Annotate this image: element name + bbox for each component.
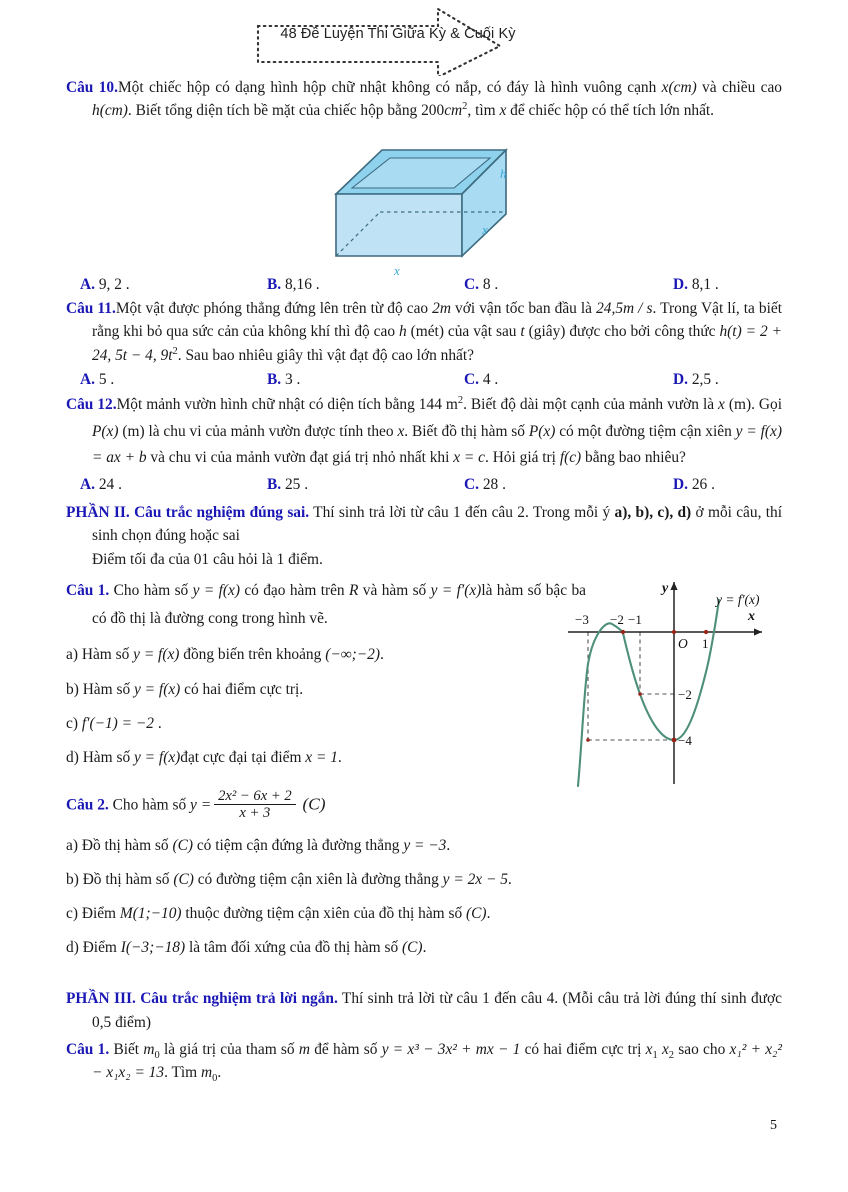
option-a-letter: A. bbox=[80, 275, 95, 293]
question-10-unit-cm2: cm bbox=[444, 102, 463, 120]
question-12-exp-2: 2 bbox=[457, 395, 464, 407]
part2-q1-statement-a bbox=[66, 643, 584, 666]
question-12-text-6: có một đường tiệm cận xiên bbox=[555, 422, 736, 440]
option-b[interactable] bbox=[259, 368, 446, 391]
option-b-value: 3 . bbox=[284, 371, 301, 389]
option-a-value: 5 . bbox=[98, 371, 115, 389]
part2-q1-statement-d bbox=[66, 746, 584, 769]
stmt-math-2: (−∞;−2) bbox=[325, 646, 381, 664]
option-d-value: 26 . bbox=[691, 475, 715, 493]
stmt-text-1: Điểm bbox=[82, 938, 121, 956]
question-12-asymptote: y = f(x) = ax + b bbox=[92, 422, 782, 467]
option-d-letter: D. bbox=[673, 275, 688, 293]
question-12-text-3: (m). Gọi bbox=[724, 396, 782, 414]
part2-q2-label: Câu 2. bbox=[66, 796, 109, 814]
part3-q1-x2: x bbox=[661, 1040, 669, 1058]
part2-question-1 bbox=[66, 577, 586, 632]
stmt-key: c) bbox=[66, 904, 78, 922]
stmt-text-2: đạt cực đại tại điểm bbox=[180, 748, 306, 766]
question-11-label: Câu 11. bbox=[66, 299, 116, 317]
question-10 bbox=[66, 76, 782, 123]
part3-question-1 bbox=[66, 1038, 782, 1085]
option-b-letter: B. bbox=[267, 371, 282, 389]
stmt-text-2: có tiệm cận đứng là đường thẳng bbox=[193, 836, 404, 854]
stmt-text-3: . bbox=[446, 836, 451, 854]
part3-q1-text-3: để hàm số bbox=[309, 1040, 382, 1058]
question-12-options bbox=[66, 473, 782, 496]
question-10-var-h: h bbox=[92, 102, 100, 120]
part3-q1-m0-2-sub: 0 bbox=[212, 1073, 218, 1085]
stmt-text-1: Hàm số bbox=[81, 646, 134, 664]
part2-q1-text-1: Cho hàm số bbox=[113, 582, 193, 600]
option-b[interactable] bbox=[259, 273, 446, 296]
graph-xtick-neg2: −2 bbox=[610, 612, 624, 627]
stmt-text-1: Hàm số bbox=[82, 680, 134, 698]
graph-curve-label: y = f′(x) bbox=[716, 592, 760, 607]
question-10-options bbox=[66, 273, 782, 296]
part3-q1-cond: x₁² + x₂² − x₁x₂ = 13 bbox=[92, 1040, 783, 1082]
part2-q2-fraction bbox=[214, 788, 296, 822]
option-c-letter: C. bbox=[464, 371, 479, 389]
option-d-value: 2,5 . bbox=[691, 371, 719, 389]
part3-q1-text-1: Biết bbox=[113, 1040, 144, 1058]
option-c-value: 8 . bbox=[482, 275, 499, 293]
part2-q1-text-2: có đạo hàm trên bbox=[239, 582, 350, 600]
stmt-text-3: . bbox=[337, 748, 342, 766]
question-11-var-t: t bbox=[520, 323, 525, 341]
option-d-value: 8,1 . bbox=[691, 275, 719, 293]
question-12-text-9: bằng bao nhiêu? bbox=[581, 449, 686, 467]
option-c-value: 28 . bbox=[482, 475, 506, 493]
part3-heading-rest: Thí sinh trả lời từ câu 1 đến câu 4. (Mỗi câu trả lời đúng thí sinh được 0,5 điểm) bbox=[92, 990, 782, 1031]
question-11 bbox=[66, 297, 782, 367]
part2-q1-statement-b bbox=[66, 678, 584, 701]
stmt-key: c) bbox=[66, 714, 78, 732]
fraction-numerator: 2x² − 6x + 2 bbox=[218, 787, 292, 804]
question-11-formula: h(t) = 2 + 24, 5t − 4, 9t bbox=[92, 323, 782, 364]
option-d-letter: D. bbox=[673, 475, 688, 493]
option-d[interactable] bbox=[643, 273, 848, 296]
part3-heading bbox=[66, 987, 782, 1034]
question-12-text-2: . Biết độ dài một cạnh của mảnh vườn là bbox=[463, 396, 719, 414]
option-b-letter: B. bbox=[267, 475, 282, 493]
graph-xtick-1: 1 bbox=[702, 636, 709, 651]
question-11-text-5: (giây) được cho bởi công thức bbox=[524, 323, 720, 341]
stmt-math-1: y = f(x) bbox=[134, 748, 181, 766]
option-b-value: 25 . bbox=[284, 475, 309, 493]
header-banner bbox=[250, 4, 640, 76]
stmt-math-2: y = 2x − 5 bbox=[442, 870, 508, 888]
part3-q1-m: m bbox=[298, 1040, 310, 1058]
option-a-letter: A. bbox=[80, 371, 95, 389]
stmt-math-1: y = f(x) bbox=[133, 646, 180, 664]
question-11-text-3: . Trong Vật lí, ta biết rằng khi bỏ qua sức cản của không khí thì độ cao bbox=[92, 299, 782, 341]
part2-q2-statement-b bbox=[66, 868, 782, 891]
option-a-value: 24 . bbox=[98, 475, 122, 493]
option-a-value: 9, 2 . bbox=[98, 275, 130, 293]
graph-ytick-neg2: −2 bbox=[678, 687, 692, 702]
part2-q2-text-1: Cho hàm số bbox=[112, 796, 191, 814]
question-10-text-2: và chiều cao bbox=[696, 79, 782, 96]
part3-q1-m0-2: m bbox=[201, 1064, 213, 1082]
stmt-math-1: (C) bbox=[172, 836, 193, 854]
part2-q2-y-eq: y = bbox=[190, 796, 212, 814]
part2-q2-statement-c bbox=[66, 902, 782, 925]
question-12 bbox=[66, 392, 782, 471]
stmt-math-2: x = 1 bbox=[305, 748, 338, 766]
part2-note: Điểm tối đa của 01 câu hỏi là 1 điểm. bbox=[92, 550, 323, 568]
graph-ytick-neg4: −4 bbox=[678, 733, 692, 748]
option-d-letter: D. bbox=[673, 371, 688, 389]
question-10-var-x: x bbox=[661, 79, 669, 96]
part2-q2-statement-a bbox=[66, 834, 782, 857]
option-c-letter: C. bbox=[464, 475, 479, 493]
question-12-px: P(x) bbox=[92, 422, 119, 440]
question-11-formula-exp: 2 bbox=[172, 345, 178, 357]
question-12-text-4: (m) là chu vi của mảnh vườn được tính theo bbox=[118, 422, 398, 440]
option-a[interactable] bbox=[66, 473, 259, 496]
stmt-text-3: . bbox=[380, 646, 384, 664]
graph-origin-label: O bbox=[678, 636, 688, 651]
box-label-h: h bbox=[500, 166, 507, 181]
part2-heading-rest-2: ở mỗi câu, thí sinh chọn đúng hoặc sai bbox=[92, 503, 783, 545]
question-12-text-1: Một mảnh vườn hình chữ nhật có diện tích bằng 144 m bbox=[116, 396, 458, 414]
part3-q1-text-5: sao cho bbox=[674, 1040, 730, 1058]
question-12-px-2: P(x) bbox=[528, 422, 556, 440]
option-c[interactable] bbox=[446, 368, 643, 391]
fraction-denominator: x + 3 bbox=[214, 804, 296, 821]
stmt-text-2: có đường tiệm cận xiên là đường thẳng bbox=[193, 870, 443, 888]
question-12-text-7: và chu vi của mảnh vườn đạt giá trị nhỏ nhất khi bbox=[146, 449, 454, 467]
question-12-text-5: . Biết đồ thị hàm số bbox=[404, 422, 529, 440]
stmt-text-2: là tâm đối xứng của đồ thị hàm số bbox=[185, 938, 403, 956]
stmt-math-1: y = f(x) bbox=[134, 680, 181, 698]
stmt-key: d) bbox=[66, 938, 79, 956]
part2-heading bbox=[66, 501, 782, 548]
part2-q1-text-3: và hàm số bbox=[358, 582, 431, 600]
part2-q1-text-4: là hàm số bậc ba có đồ thị là đường cong trong hình vẽ. bbox=[92, 582, 586, 627]
stmt-math-2: y = −3 bbox=[403, 836, 447, 854]
option-b-value: 8,16 . bbox=[284, 275, 320, 293]
question-10-exp-2: 2 bbox=[462, 101, 468, 113]
stmt-math-1: M(1;−10) bbox=[119, 904, 182, 922]
question-10-text-4: , tìm bbox=[467, 102, 500, 120]
question-11-text-6: . Sau bao nhiêu giây thì vật đạt độ cao lớn nhất? bbox=[177, 346, 474, 364]
question-11-h0: 2m bbox=[432, 299, 451, 317]
stmt-math-1: f′(−1) = −2 bbox=[81, 714, 154, 732]
stmt-text-1: Đồ thị hàm số bbox=[82, 870, 174, 888]
graph-xtick-neg1: −1 bbox=[628, 612, 642, 627]
stmt-key: d) bbox=[66, 748, 79, 766]
part3-q1-x1: x bbox=[645, 1040, 653, 1058]
part2-q2-curve-name: (C) bbox=[302, 794, 326, 814]
stmt-text-3: . bbox=[422, 938, 427, 956]
question-12-label: Câu 12. bbox=[66, 396, 117, 414]
page-number: 5 bbox=[770, 1118, 777, 1133]
stmt-text-2: . bbox=[153, 714, 162, 732]
part2-q1-R: R bbox=[349, 582, 359, 600]
option-c-value: 4 . bbox=[482, 371, 499, 389]
part3-q1-text-4: có hai điểm cực trị bbox=[520, 1040, 646, 1058]
question-12-text-8: . Hỏi giá trị bbox=[485, 449, 560, 467]
option-c[interactable] bbox=[446, 473, 643, 496]
stmt-key: b) bbox=[66, 870, 79, 888]
part3-q1-text-7: . bbox=[217, 1064, 222, 1082]
part3-q1-text-6: . Tìm bbox=[164, 1064, 201, 1082]
option-d[interactable] bbox=[643, 473, 848, 496]
graph-axis-x-label: x bbox=[748, 609, 755, 624]
question-11-text-4: (mét) của vật sau bbox=[406, 323, 521, 341]
stmt-math-1: (C) bbox=[173, 870, 194, 888]
stmt-text-1: Đồ thị hàm số bbox=[81, 836, 173, 854]
stmt-text-3: . bbox=[486, 904, 491, 922]
stmt-text-1: Điểm bbox=[81, 904, 120, 922]
stmt-text-3: . bbox=[507, 870, 512, 888]
part3-q1-text-2: là giá trị của tham số bbox=[159, 1040, 299, 1058]
question-11-options bbox=[66, 368, 782, 391]
stmt-math-2: (C) bbox=[402, 938, 423, 956]
option-b[interactable] bbox=[259, 473, 446, 496]
option-a-letter: A. bbox=[80, 475, 95, 493]
question-12-xc: x = c bbox=[453, 449, 485, 467]
part2-q1-label: Câu 1. bbox=[66, 582, 110, 600]
question-10-unit-cm: (cm) bbox=[668, 79, 697, 96]
question-10-text-3: . Biết tổng diện tích bề mặt của chiếc hộp bằng bbox=[127, 102, 422, 120]
part3-heading-bold: PHẦN III. Câu trắc nghiệm trả lời ngắn. bbox=[66, 990, 338, 1008]
stmt-key: a) bbox=[66, 836, 78, 854]
part2-q1-statement-c bbox=[66, 712, 584, 735]
stmt-text-2: đồng biến trên khoảng bbox=[179, 646, 326, 664]
stmt-key: b) bbox=[66, 680, 79, 698]
banner-title: 48 Đề Luyện Thi Giữa Kỳ & Cuối Kỳ bbox=[280, 26, 516, 42]
question-12-var-x-2: x bbox=[397, 422, 405, 440]
part3-q1-label: Câu 1. bbox=[66, 1040, 110, 1058]
option-a[interactable] bbox=[66, 368, 259, 391]
question-10-var-x-2: x bbox=[499, 102, 507, 120]
question-11-text-1: Một vật được phóng thẳng đứng lên trên từ độ cao bbox=[115, 299, 433, 317]
part2-q2-statement-d bbox=[66, 936, 782, 959]
option-d[interactable] bbox=[643, 368, 848, 391]
graph-xtick-neg3: −3 bbox=[575, 612, 589, 627]
stmt-text-1: Hàm số bbox=[82, 748, 134, 766]
part3-q1-x1-sub: 1 bbox=[652, 1049, 658, 1061]
question-10-area-value: 200 bbox=[421, 102, 445, 120]
part3-q1-m0: m bbox=[143, 1040, 155, 1058]
box-label-x-side: x bbox=[482, 222, 488, 237]
graph-axis-y-label: y bbox=[662, 581, 669, 596]
stmt-math-1: I(−3;−18) bbox=[120, 938, 186, 956]
question-11-text-2: với vận tốc ban đầu là bbox=[450, 299, 597, 317]
question-11-var-h: h bbox=[398, 323, 407, 341]
question-12-var-x: x bbox=[718, 396, 725, 414]
option-c[interactable] bbox=[446, 273, 643, 296]
box-label-x-front: x bbox=[394, 263, 400, 278]
stmt-key: a) bbox=[66, 646, 78, 664]
part2-q1-fpx: y = f′(x) bbox=[430, 582, 482, 600]
option-b-letter: B. bbox=[267, 275, 282, 293]
question-10-unit-cm-2: (cm) bbox=[99, 102, 128, 120]
question-10-label: Câu 10. bbox=[66, 79, 118, 96]
part2-question-2 bbox=[66, 789, 782, 823]
stmt-math-2: (C) bbox=[466, 904, 487, 922]
part3-q1-func: y = x³ − 3x² + mx − 1 bbox=[381, 1040, 521, 1058]
part3-q1-x2-sub: 2 bbox=[668, 1049, 675, 1061]
part2-heading-bold: PHẦN II. Câu trắc nghiệm đúng sai. bbox=[66, 503, 310, 521]
question-10-text-5: để chiếc hộp có thể tích lớn nhất. bbox=[506, 102, 715, 120]
option-a[interactable] bbox=[66, 273, 259, 296]
stmt-text-2: thuộc đường tiệm cận xiên của đồ thị hàm số bbox=[181, 904, 467, 922]
question-10-text-1: Một chiếc hộp có dạng hình hộp chữ nhật không có nắp, có đáy là hình vuông cạnh bbox=[117, 79, 662, 96]
question-12-fc: f(c) bbox=[559, 449, 582, 467]
option-c-letter: C. bbox=[464, 275, 479, 293]
part3-q1-m0-sub: 0 bbox=[154, 1049, 160, 1061]
part2-heading-items: a), b), c), d) bbox=[614, 503, 692, 521]
part2-q1-fx: y = f(x) bbox=[192, 582, 240, 600]
question-11-v0: 24,5m / s bbox=[596, 299, 653, 317]
stmt-text-2: có hai điểm cực trị. bbox=[180, 680, 304, 698]
part2-heading-rest-1: Thí sinh trả lời từ câu 1 đến câu 2. Trong mỗi ý bbox=[309, 503, 615, 521]
exam-content bbox=[66, 76, 782, 1086]
